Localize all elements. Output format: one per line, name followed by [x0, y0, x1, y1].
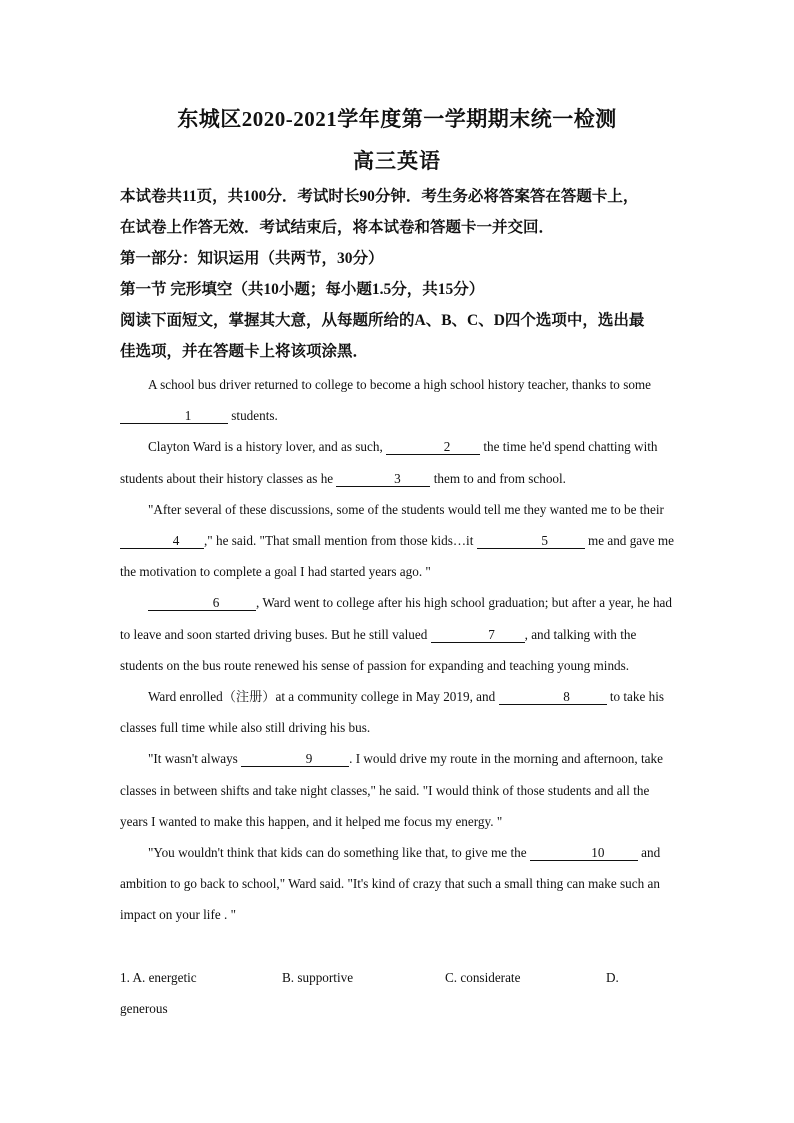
- option-b: B. supportive: [282, 970, 354, 985]
- instruction-line: 阅读下面短文，掌握其大意，从每题所给的A、B、C、D四个选项中，选出最: [120, 312, 645, 329]
- blank-10: 10: [530, 846, 638, 861]
- question-1-options: [120, 962, 678, 1024]
- page-subtitle: 高三英语: [353, 149, 441, 173]
- passage-paragraph: "It wasn't always 9 . I would drive my route in the morning and afternoon, take classes in between shifts and take night classes," he said. "I would think of those students and all the years I wanted to make this happen, and it helped me focus my energy. ": [120, 751, 663, 829]
- instruction-line: 本试卷共11页，共100分．考试时长90分钟．考生务必将答案答在答题卡上，: [120, 188, 639, 205]
- option-d-text: generous: [120, 1001, 168, 1016]
- options-row: [120, 962, 678, 993]
- blank-6: 6: [148, 596, 256, 611]
- passage-paragraph: A school bus driver returned to college to become a high school history teacher, thanks to some 1 students.: [120, 369, 678, 431]
- blank-1: 1: [120, 409, 228, 424]
- option-c: C. considerate: [445, 970, 521, 985]
- blank-7: 7: [431, 628, 525, 643]
- option-a: 1. A. energetic: [120, 970, 197, 985]
- blank-8: 8: [499, 690, 607, 705]
- page-title: 东城区2020-2021学年度第一学期期末统一检测: [177, 107, 617, 131]
- cloze-passage: [120, 369, 678, 931]
- exam-instructions: [120, 181, 680, 367]
- passage-paragraph: "After several of these discussions, some of the students would tell me they wanted me to be their 4 ," he said. "That small mention from those kids…it 5 me and gave me the motivation to complete a goal I had started years ago. ": [120, 501, 675, 580]
- blank-4: 4: [120, 534, 204, 549]
- blank-9: 9: [241, 752, 349, 767]
- passage-paragraph: 6 , Ward went to college after his high school graduation; but after a year, he had to leave and soon started driving buses. But he still valued 7 , and talking with the students on the bus route renewed his sense of passion for expanding and teaching young minds.: [120, 595, 672, 673]
- passage-paragraph: Ward enrolled（注册）at a community college in May 2019, and 8 to take his classes full time while also still driving his bus.: [120, 689, 665, 736]
- blank-5: 5: [477, 534, 585, 549]
- instruction-line: 佳选项，并在答题卡上将该项涂黑．: [120, 343, 369, 360]
- passage-paragraph: "You wouldn't think that kids can do something like that, to give me the 10 and ambition to go back to school," Ward said. "It's kind of crazy that such a small thing can make such an impact on your life . ": [120, 845, 661, 923]
- blank-2: 2: [386, 440, 480, 455]
- blank-3: 3: [336, 472, 430, 487]
- option-d: D.: [606, 970, 619, 985]
- part-heading: 第一部分：知识运用（共两节，30分）: [120, 250, 384, 267]
- instruction-line: 在试卷上作答无效．考试结束后，将本试卷和答题卡一并交回．: [120, 219, 555, 236]
- passage-paragraph: Clayton Ward is a history lover, and as such, 2 the time he'd spend chatting with students about their history classes as he 3 them to and from school.: [120, 439, 658, 486]
- section-heading: 第一节 完形填空（共10小题；每小题1.5分，共15分）: [120, 281, 485, 298]
